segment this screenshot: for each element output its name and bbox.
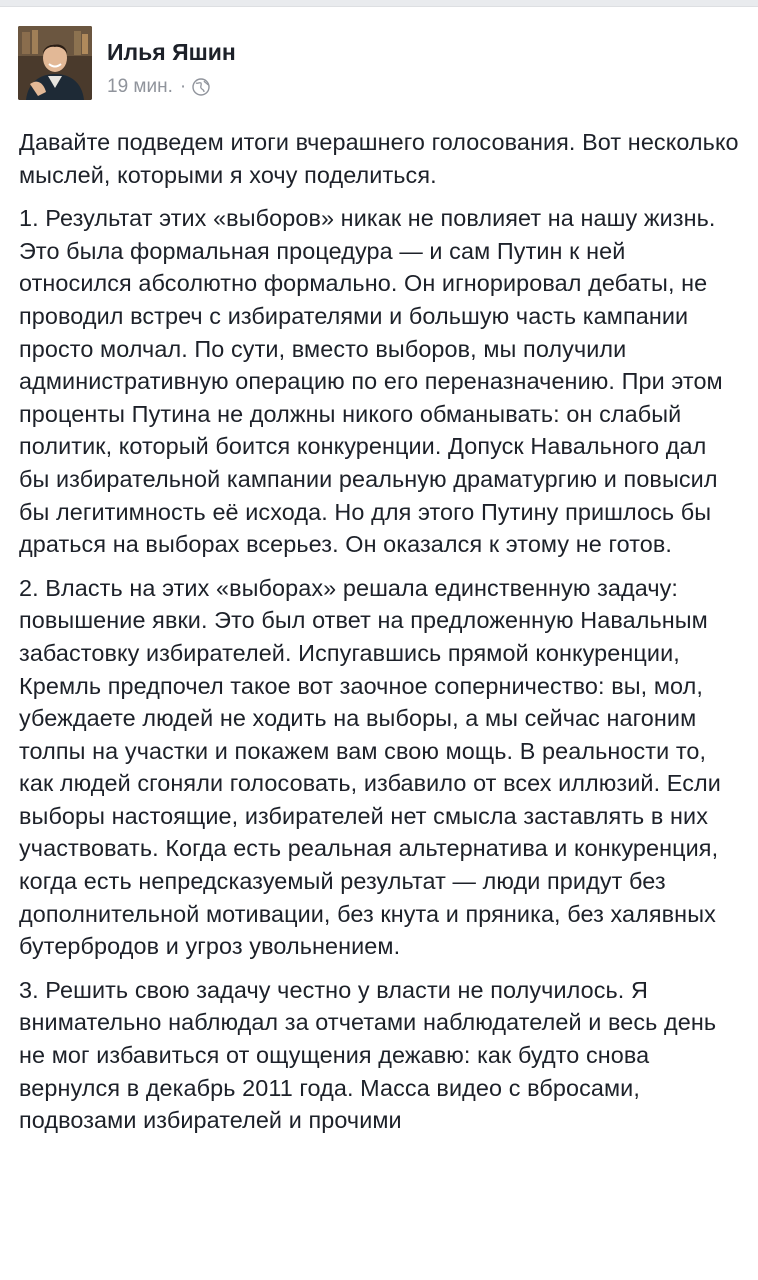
avatar-photo-icon [18, 26, 92, 100]
author-name[interactable]: Илья Яшин [107, 39, 236, 65]
post-paragraph-2: 2. Власть на этих «выборах» решала единственную задачу: повышение явки. Это был ответ на предложенную Навальным забастовку избирателей. Испугавшись прямой конкуренции, Кремль предпочел такое вот заочное соперничество: вы, мол, убеждаете людей не ходить на выборы, а мы сейчас нагоним толпы на участки и покажем вам свою мощь. В реальности то, как людей сгоняли голосовать, избавило от всех иллюзий. Если выборы настоящие, избирателей нет смысла заставлять в них участвовать. Когда есть реальная альтернатива и конкуренция, когда есть непредсказуемый результат — люди придут без дополнительной мотивации, без кнута и пряника, без халявных бутербродов и угроз увольнением. [19, 574, 721, 960]
post-paragraph-intro: Давайте подведем итоги вчерашнего голосования. Вот несколько мыслей, которыми я хочу поделиться. [19, 129, 739, 188]
post-body [19, 126, 741, 1148]
post-paragraph-1: 1. Результат этих «выборов» никак не повлияет на нашу жизнь. Это была формальная процедура — и сам Путин к ней относился абсолютно формально. Он игнорировал дебаты, не проводил встреч с избирателями и большую часть кампании просто молчал. По сути, вместо выборов, мы получили административную операцию по его переназначению. При этом проценты Путина не должны никого обманывать: он слабый политик, который боится конкуренции. Допуск Навального дал бы избирательной кампании реальную драматургию и повысил бы легитимность её исхода. Но для этого Путину пришлось бы драться на выборах всерьез. Он оказался к этому не готов. [19, 205, 723, 558]
meta-separator: · [179, 76, 187, 97]
post-meta [107, 76, 210, 98]
post-header [18, 26, 738, 102]
top-edge-divider [0, 0, 758, 7]
avatar[interactable] [18, 26, 92, 100]
post-timestamp[interactable]: 19 мин. [107, 76, 173, 97]
post-paragraph-3: 3. Решить свою задачу честно у власти не получилось. Я внимательно наблюдал за отчетами наблюдателей и весь день не мог избавиться от ощущения дежавю: как будто снова вернулся в декабрь 2011 года. Масса видео с вбросами, подвозами избирателей и прочими [19, 976, 717, 1134]
globe-icon[interactable] [192, 78, 210, 96]
